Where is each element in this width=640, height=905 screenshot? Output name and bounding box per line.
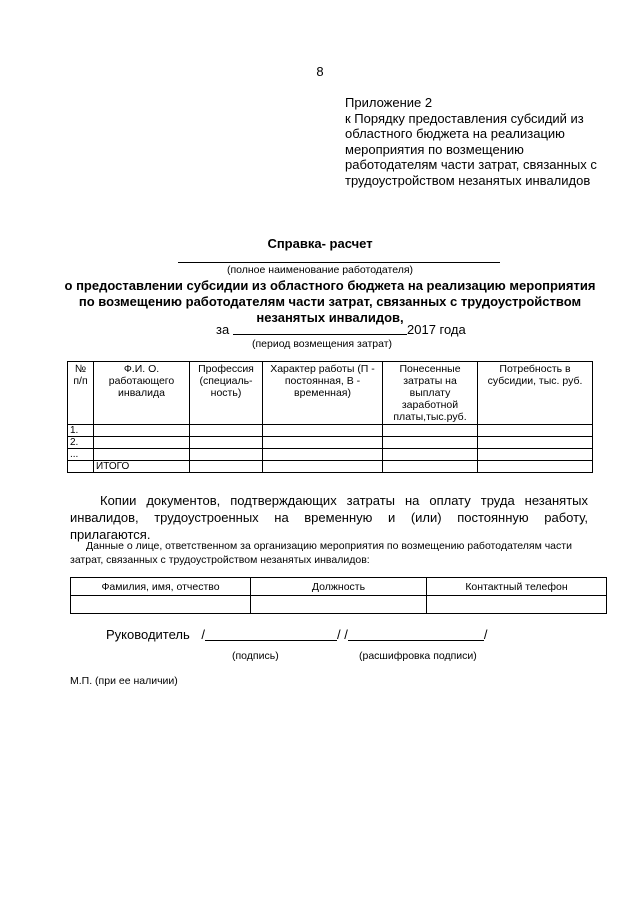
table-row bbox=[68, 449, 593, 461]
signature-label: Руководитель bbox=[106, 627, 190, 642]
appendix-block bbox=[345, 95, 615, 188]
signature-input[interactable] bbox=[205, 640, 337, 641]
signature-line: Руководитель / / / / bbox=[106, 627, 488, 642]
table-cell[interactable] bbox=[263, 425, 383, 437]
appendix-line: Приложение 2 bbox=[345, 95, 433, 110]
appendix-line: областного бюджета на реализацию bbox=[345, 126, 565, 141]
table-cell[interactable] bbox=[478, 449, 593, 461]
table-cell bbox=[68, 461, 94, 473]
table-cell[interactable] bbox=[94, 449, 190, 461]
seal-note: М.П. (при ее наличии) bbox=[70, 675, 178, 687]
table-cell[interactable] bbox=[478, 437, 593, 449]
col-header-profession: Профессия (специаль-ность) bbox=[190, 362, 263, 425]
fio-cell[interactable] bbox=[71, 596, 251, 614]
total-row bbox=[68, 461, 593, 473]
contact-table bbox=[70, 577, 607, 614]
table-cell[interactable] bbox=[190, 461, 263, 473]
appendix-line: мероприятия по возмещению bbox=[345, 141, 524, 157]
table-cell[interactable] bbox=[383, 425, 478, 437]
row-number: ... bbox=[68, 449, 94, 461]
appendix-line: работодателям части затрат, связанных с bbox=[345, 157, 597, 172]
table-row bbox=[68, 437, 593, 449]
table-row bbox=[68, 425, 593, 437]
signature-decode-input[interactable] bbox=[348, 640, 484, 641]
table-cell[interactable] bbox=[478, 425, 593, 437]
subject-line: о предоставлении субсидии из областного бюджета на реализацию мероприятия bbox=[64, 278, 596, 293]
table-cell[interactable] bbox=[478, 461, 593, 473]
table-cell[interactable] bbox=[383, 461, 478, 473]
table-cell[interactable] bbox=[190, 437, 263, 449]
contact-note: Данные о лице, ответственном за организацию мероприятия по возмещению работодателям части затрат, связанных с трудоустройством незанятых инвалидов: bbox=[70, 540, 572, 566]
signature-caption: (подпись) bbox=[232, 650, 279, 662]
period-caption: (период возмещения затрат) bbox=[251, 338, 393, 350]
table-cell[interactable] bbox=[94, 425, 190, 437]
col-header-name: Ф.И. О. работающего инвалида bbox=[94, 362, 190, 425]
document-title: Справка- расчет bbox=[267, 236, 373, 251]
decode-caption: (расшифровка подписи) bbox=[359, 650, 477, 662]
table-cell[interactable] bbox=[190, 449, 263, 461]
table-cell[interactable] bbox=[263, 461, 383, 473]
calc-header-row bbox=[68, 362, 593, 425]
appendix-line: к Порядку предоставления субсидий из bbox=[345, 110, 584, 126]
col-header-number: № п/п bbox=[68, 362, 94, 425]
page-number: 8 bbox=[316, 64, 324, 79]
col-header-costs: Понесенные затраты на выплату заработной платы,тыс.руб. bbox=[383, 362, 478, 425]
calculation-table bbox=[67, 361, 593, 473]
col-header-subsidy: Потребность в субсидии, тыс. руб. bbox=[478, 362, 593, 425]
table-cell[interactable] bbox=[263, 437, 383, 449]
subject-text bbox=[40, 278, 620, 326]
col-header-phone: Контактный телефон bbox=[427, 578, 607, 596]
total-label: ИТОГО bbox=[94, 461, 190, 473]
col-header-position: Должность bbox=[251, 578, 427, 596]
row-number: 1. bbox=[68, 425, 94, 437]
subject-line: незанятых инвалидов, bbox=[256, 310, 404, 325]
employer-caption: (полное наименование работодателя) bbox=[226, 264, 414, 276]
table-cell[interactable] bbox=[263, 449, 383, 461]
contact-header-row bbox=[71, 578, 607, 596]
period-input-line[interactable] bbox=[233, 334, 407, 335]
phone-cell[interactable] bbox=[427, 596, 607, 614]
employer-name-line[interactable] bbox=[178, 262, 500, 263]
table-cell[interactable] bbox=[190, 425, 263, 437]
contact-data-row bbox=[71, 596, 607, 614]
col-header-fio: Фамилия, имя, отчество bbox=[71, 578, 251, 596]
subject-line: по возмещению работодателям части затрат, связанных с трудоустройством bbox=[78, 294, 582, 309]
period-suffix: 2017 года bbox=[407, 322, 466, 337]
appendix-line: трудоустройством незанятых инвалидов bbox=[345, 172, 591, 188]
table-cell[interactable] bbox=[383, 449, 478, 461]
position-cell[interactable] bbox=[251, 596, 427, 614]
row-number: 2. bbox=[68, 437, 94, 449]
table-cell[interactable] bbox=[383, 437, 478, 449]
copies-note: Копии документов, подтверждающих затраты на оплату труда незанятых инвалидов, трудоустроенных на временную и (или) постоянную работу, прилагаются. bbox=[70, 493, 588, 542]
period-prefix: за bbox=[216, 322, 230, 337]
col-header-work-type: Характер работы (П - постоянная, В - временная) bbox=[263, 362, 383, 425]
table-cell[interactable] bbox=[94, 437, 190, 449]
